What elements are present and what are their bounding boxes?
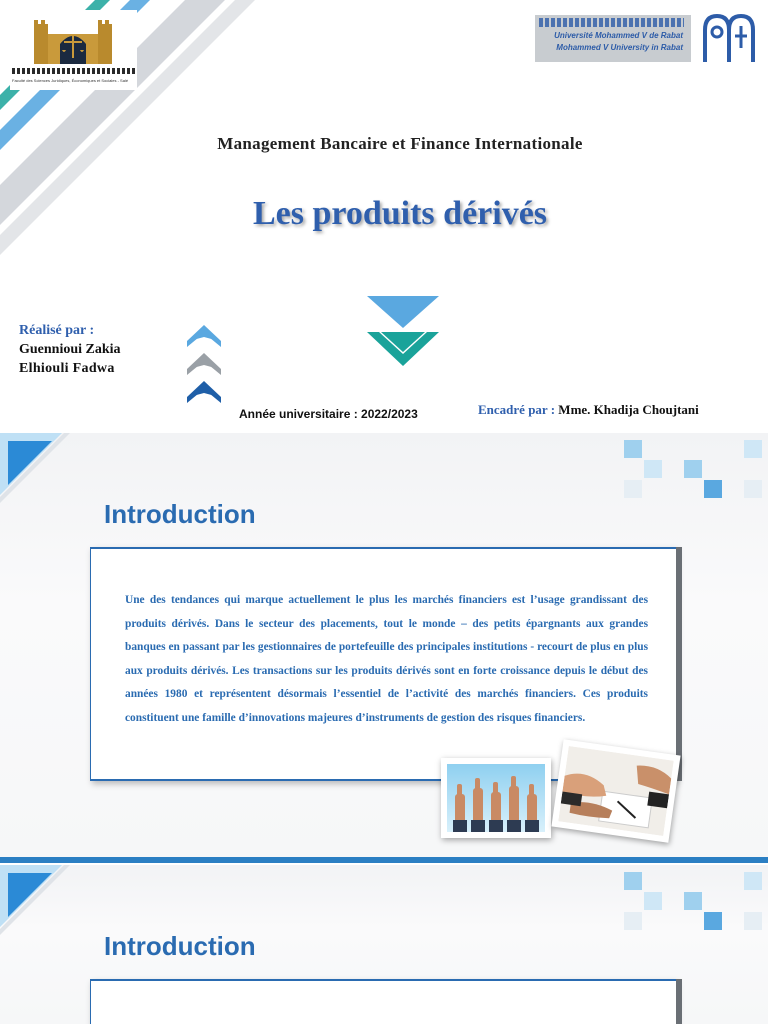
corner-triangle-decoration	[0, 865, 80, 945]
thumbs-up-photo	[441, 758, 551, 838]
banner-arabic-text	[539, 18, 684, 27]
presentation-title: Les produits dérivés	[252, 195, 548, 232]
squares-decoration	[620, 438, 768, 508]
logo-french-text: Faculté des Sciences Juridiques, Économiques et Sociales - Salé	[12, 78, 129, 83]
meeting-photo	[551, 739, 680, 843]
slide-title: Introduction	[104, 931, 256, 961]
banner-line-fr: Université Mohammed V de Rabat	[554, 31, 683, 40]
chevron-down-icon	[367, 296, 439, 368]
intro-slide-2	[0, 865, 768, 1024]
logo-arabic-text	[12, 68, 135, 74]
faculty-logo	[10, 10, 137, 90]
author-name: Elhiouli Fadwa	[19, 361, 115, 376]
intro-paragraph: Une des tendances qui marque actuellement le plus les marchés financiers est l’usage grandissant des produits dérivés. Dans le secteur des placements, tout le monde – des petits épargnants aux grandes banques en passant par les gestionnaires de portefeuille des principales institutions - recourt de plus en plus aux produits dérivés. Les transactions sur les produits dérivés sont en forte croissance depuis le début des années 1980 et représentent désormais l’essentiel de l’activité des marchés financiers. Ces produits constituent une famille d’innovations majeures d’instruments de gestion des risques financiers.	[125, 594, 648, 724]
rabat-university-banner	[535, 15, 691, 62]
title-slide	[0, 0, 768, 430]
banner-line-en: Mohammed V University in Rabat	[556, 43, 683, 52]
corner-triangle-decoration	[0, 433, 80, 513]
squares-decoration	[620, 870, 768, 940]
slide-title: Introduction	[104, 499, 256, 529]
author-name: Guennioui Zakia	[19, 342, 121, 357]
chevron-up-icon	[185, 323, 223, 405]
rabat-university-logo-icon	[699, 12, 759, 64]
supervisor-label: Encadré par :	[478, 402, 556, 417]
slide-bottom-bar	[0, 857, 768, 863]
course-title: Management Bancaire et Finance Internationale	[217, 134, 583, 153]
realise-label: Réalisé par :	[19, 323, 95, 338]
intro-slide	[0, 433, 768, 863]
supervisor	[478, 402, 699, 418]
content-box	[90, 979, 676, 1024]
academic-year: Année universitaire : 2022/2023	[239, 407, 418, 421]
university-logo-icon	[30, 14, 116, 68]
supervisor-name: Mme. Khadija Choujtani	[558, 402, 699, 417]
